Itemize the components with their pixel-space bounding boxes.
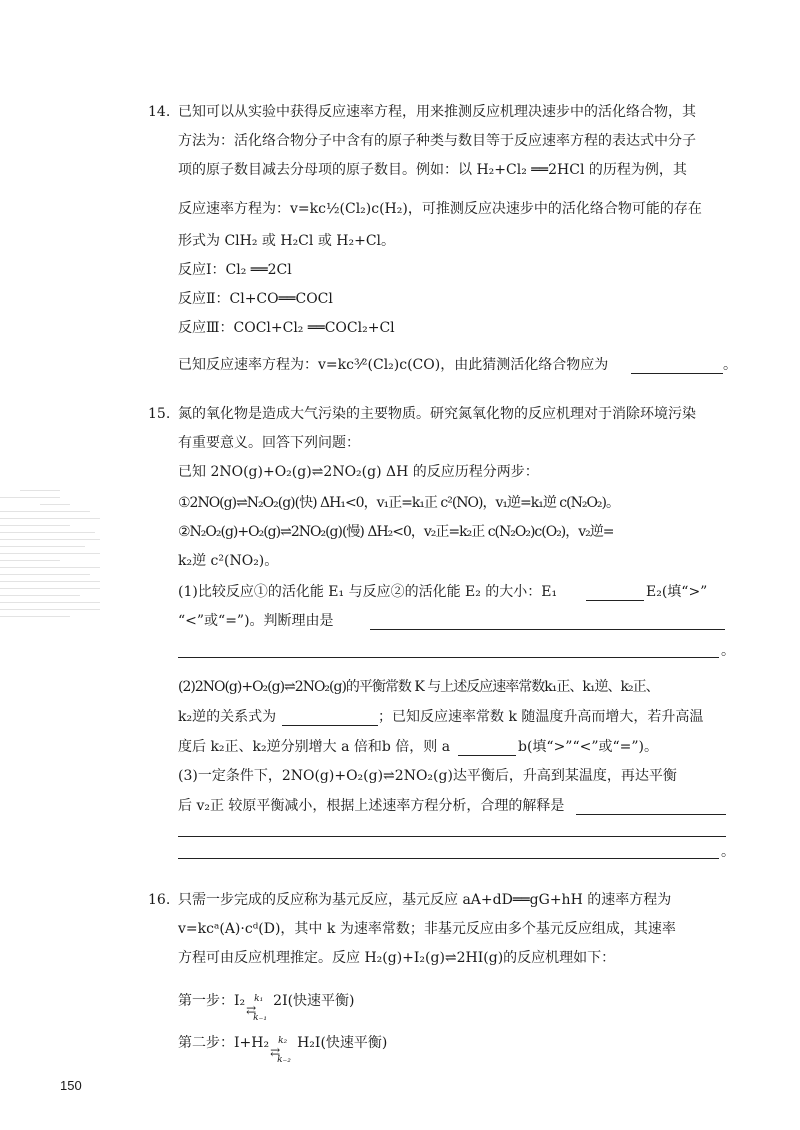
- question-16: [148, 886, 730, 1065]
- question-number: 16.: [148, 892, 171, 908]
- mechanism-step-1: [178, 987, 355, 1023]
- step-2-label: 第二步：I+H₂: [178, 1035, 270, 1051]
- step-2: ②N₂O₂(g)+O₂(g)⇌2NO₂(g)(慢) ΔH₂<0，v₂正=k₂正 c(N₂O₂)c(O₂)，v₂逆=: [178, 524, 614, 540]
- reaction-1: 反应Ⅰ：Cl₂ ══2Cl: [178, 262, 292, 278]
- reaction-3: 反应Ⅲ：COCl+Cl₂ ══COCl₂+Cl: [178, 320, 395, 336]
- question-number: 15.: [148, 406, 171, 422]
- reverse-rate-constant: k₋₁: [253, 1013, 267, 1023]
- dot-2: 。: [721, 844, 735, 860]
- relation-blank[interactable]: [282, 725, 378, 726]
- step-2-product: H₂I(快速平衡): [297, 1035, 388, 1051]
- part-2-label: k₂逆的关系式为: [178, 709, 277, 725]
- reason-blank-2[interactable]: [178, 657, 719, 658]
- part-2-fill: b(填“>”“<”或“=”)。: [518, 739, 659, 755]
- q15-line-1: 氮的氧化物是造成大气污染的主要物质。研究氮氧化物的反应机理对于消除环境污染: [178, 406, 696, 422]
- page-number: 150: [60, 1078, 82, 1093]
- step-1-product: 2I(快速平衡): [273, 993, 355, 1009]
- reaction-2: 反应Ⅱ：Cl+CO══COCl: [178, 291, 333, 307]
- part-1-text: (1)比较反应①的活化能 E₁ 与反应②的活化能 E₂ 的大小：E₁: [178, 584, 558, 600]
- q14-line-1: 已知可以从实验中获得反应速率方程，用来推测反应机理决速步中的活化络合物，其: [178, 104, 696, 120]
- q16-line-3: 方程可由反应机理推定。反应 H₂(g)+I₂(g)⇌2HI(g)的反应机理如下：: [178, 950, 616, 966]
- step-1: ①2NO(g)⇌N₂O₂(g)(快) ΔH₁<0，v₁正=k₁正 c²(NO)，v₁逆=k₁逆 c(N₂O₂)。: [178, 495, 619, 511]
- reason-blank[interactable]: [370, 629, 725, 630]
- part-1-fill: E₂(填“>”: [646, 584, 708, 600]
- step-1-label: 第一步：I₂: [178, 993, 246, 1009]
- dot-1: 。: [721, 643, 735, 659]
- q15-line-3: 已知 2NO(g)+O₂(g)⇌2NO₂(g) ΔH 的反应历程分两步：: [178, 464, 539, 480]
- q14-line-2: 方法为：活化络合物分子中含有的原子种类与数目等于反应速率方程的表达式中分子: [178, 133, 696, 149]
- ab-blank[interactable]: [458, 755, 516, 756]
- q14-line-3: 项的原子数目减去分母项的原子数目。例如：以 H₂+Cl₂ ══2HCl 的历程为例，其: [178, 162, 687, 178]
- q15-line-2: 有重要意义。回答下列问题：: [178, 435, 360, 451]
- blank-e1-e2[interactable]: [586, 600, 644, 601]
- mechanism-step-2: [178, 1029, 388, 1065]
- explain-blank[interactable]: [576, 814, 726, 815]
- forward-rate-constant: k₂: [278, 1036, 288, 1046]
- explain-blank-3[interactable]: [178, 858, 719, 859]
- part-2-cont: ；已知反应速率常数 k 随温度升高而增大，若升高温: [378, 709, 704, 725]
- question-number: 14.: [148, 104, 171, 120]
- step-2-cont: k₂逆 c²(NO₂)。: [178, 553, 279, 569]
- part-1-reason: “<”或“=”)。判断理由是: [178, 613, 334, 629]
- reverse-rate-constant: k₋₂: [277, 1055, 291, 1065]
- q16-line-2: v=kcᵃ(A)·cᵈ(D)，其中 k 为速率常数；非基元反应由多个基元反应组成，其速率: [178, 921, 676, 937]
- question-14: [148, 98, 737, 388]
- bleed-through-marks: [0, 490, 110, 720]
- answer-blank[interactable]: [631, 373, 723, 374]
- q14-end: 。: [723, 357, 737, 373]
- question-15: [148, 400, 735, 870]
- q16-line-1: 只需一步完成的反应称为基元反应，基元反应 aA+dD══gG+hH 的速率方程为: [178, 892, 672, 908]
- q14-line-5: 形式为 ClH₂ 或 H₂Cl 或 H₂+Cl。: [178, 233, 396, 249]
- q14-question: 已知反应速率方程为：v=kc³⁄²(Cl₂)c(CO)，由此猜测活化络合物应为: [178, 357, 609, 373]
- part-2-line-1: (2)2NO(g)+O₂(g)⇌2NO₂(g)的平衡常数 K 与上述反应速率常数k₁正、k₁逆、k₂正、: [178, 679, 659, 695]
- equilibrium-arrow-icon: k₂ ⇄ k₋₂: [269, 1029, 297, 1057]
- forward-rate-constant: k₁: [254, 994, 264, 1004]
- q14-line-4: 反应速率方程为：v=kc½(Cl₂)c(H₂)，可推测反应决速步中的活化络合物可能的存在: [178, 201, 702, 217]
- equilibrium-arrow-icon: k₁ ⇄ k₋₁: [245, 987, 273, 1015]
- part-3-line-1: (3)一定条件下，2NO(g)+O₂(g)⇌2NO₂(g)达平衡后，升高到某温度，再达平衡: [178, 768, 677, 784]
- part-2-line-3: 度后 k₂正、k₂逆分别增大 a 倍和b 倍，则 a: [178, 739, 451, 755]
- explain-blank-2[interactable]: [178, 836, 726, 837]
- part-3-line-2: 后 v₂正 较原平衡减小，根据上述速率方程分析，合理的解释是: [178, 798, 565, 814]
